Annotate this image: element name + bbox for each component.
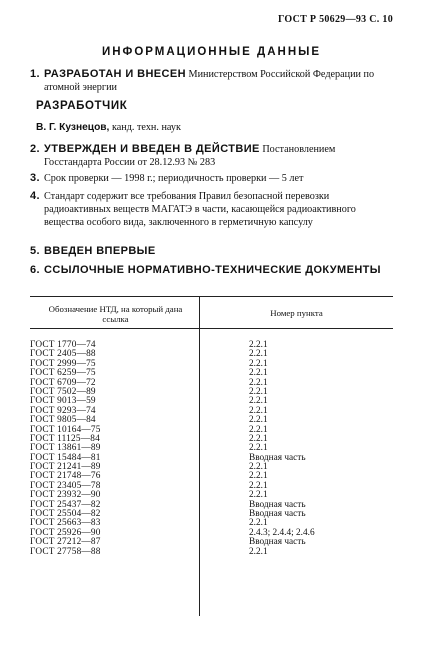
col2-header: Номер пункта [270, 308, 323, 318]
clause-number: Вводная часть [249, 452, 306, 463]
clause-number: 2.2.1 [249, 462, 268, 473]
clause-number: Вводная часть [249, 499, 306, 510]
clause-number: 2.2.1 [249, 396, 268, 407]
item-number: 4. [30, 190, 40, 202]
clause-number: 2.2.1 [249, 480, 268, 491]
developer-name: В. Г. Кузнецов, [36, 122, 110, 133]
item-heading: ВВЕДЕН ВПЕРВЫЕ [44, 245, 156, 257]
ntd-designation: ГОСТ 2999—75 [30, 358, 96, 369]
clause-number: 2.2.1 [249, 386, 268, 397]
table-top-rule [30, 296, 393, 297]
item-text: Стандарт содержит все требования Правил безопасной перевозки радиоактивных веществ МАГАТЭ в части, касающейся радиоактивного вещества особого вида, заключенного в герметичную капсулу [44, 191, 356, 228]
clause-number: Вводная часть [249, 509, 306, 520]
clause-number: 2.4.3; 2.4.4; 2.4.6 [249, 527, 315, 538]
clause-number: 2.2.1 [249, 518, 268, 529]
info-item-3 [30, 172, 395, 185]
ntd-designation: ГОСТ 25663—83 [30, 518, 101, 529]
table-body [30, 341, 393, 557]
developer-line [36, 122, 181, 133]
info-item-2 [30, 143, 395, 169]
clause-number: 2.2.1 [249, 377, 268, 388]
ntd-designation: ГОСТ 10164—75 [30, 424, 101, 435]
ntd-designation: ГОСТ 9293—74 [30, 405, 96, 416]
ntd-designation: ГОСТ 7502—89 [30, 386, 96, 397]
clause-number: 2.2.1 [249, 349, 268, 360]
table-header-rule [30, 328, 393, 329]
info-item-6 [30, 264, 395, 277]
clause-number: 2.2.1 [249, 415, 268, 426]
ntd-designation: ГОСТ 21748—76 [30, 471, 101, 482]
ntd-designation: ГОСТ 11125—84 [30, 433, 100, 444]
ntd-designation: ГОСТ 6709—72 [30, 377, 96, 388]
ntd-designation: ГОСТ 21241—89 [30, 462, 101, 473]
page-title: ИНФОРМАЦИОННЫЕ ДАННЫЕ [101, 46, 322, 58]
ntd-designation: ГОСТ 1770—74 [30, 340, 96, 350]
ntd-designation: ГОСТ 6259—75 [30, 368, 96, 379]
table-row [30, 548, 393, 557]
developer-degree: канд. техн. наук [109, 122, 181, 133]
ntd-designation: ГОСТ 25504—82 [30, 509, 101, 520]
page-header: ГОСТ Р 50629—93 С. 10 [277, 14, 393, 25]
clause-number: 2.2.1 [249, 433, 268, 444]
clause-number: 2.2.1 [249, 471, 268, 482]
ntd-designation: ГОСТ 27212—87 [30, 537, 101, 548]
item-heading: УТВЕРЖДЕН И ВВЕДЕН В ДЕЙСТВИЕ [44, 143, 260, 155]
item-number: 5. [30, 245, 40, 257]
info-item-4 [30, 190, 395, 229]
developer-label: РАЗРАБОТЧИК [36, 100, 128, 112]
ntd-designation: ГОСТ 25437—82 [30, 499, 101, 510]
info-item-1 [30, 68, 395, 94]
item-text: Министерством Российской Федерации по атомной энергии [44, 69, 375, 93]
ntd-designation: ГОСТ 23405—78 [30, 480, 101, 491]
clause-number: 2.2.1 [249, 368, 268, 379]
item-text: Срок проверки — 1998 г.; периодичность проверки — 5 лет [44, 173, 304, 184]
item-text: Постановлением Госстандарта России от 28.12.93 № 283 [44, 144, 336, 168]
item-heading: ССЫЛОЧНЫЕ НОРМАТИВНО-ТЕХНИЧЕСКИЕ ДОКУМЕНТЫ [44, 264, 381, 276]
ntd-designation: ГОСТ 15484—81 [30, 452, 101, 463]
ntd-designation: ГОСТ 27758—88 [30, 546, 101, 557]
clause-number: 2.2.1 [249, 443, 268, 454]
item-number: 1. [30, 68, 40, 80]
ntd-designation: ГОСТ 2405—88 [30, 349, 96, 360]
item-heading: РАЗРАБОТАН И ВНЕСЕН [44, 68, 186, 80]
clause-number: 2.2.1 [249, 340, 268, 350]
ntd-designation: ГОСТ 9013—59 [30, 396, 96, 407]
clause-number: 2.2.1 [249, 490, 268, 501]
clause-number: Вводная часть [249, 537, 306, 548]
item-number: 2. [30, 143, 40, 155]
ntd-designation: ГОСТ 23932—90 [30, 490, 101, 501]
clause-number: 2.2.1 [249, 405, 268, 416]
item-number: 6. [30, 264, 40, 276]
col1-header: Обозначение НТД, на который дана ссылка [48, 304, 183, 324]
info-item-5 [30, 245, 395, 258]
ntd-designation: ГОСТ 13861—89 [30, 443, 101, 454]
ntd-designation: ГОСТ 25926—90 [30, 527, 101, 538]
clause-number: 2.2.1 [249, 546, 268, 557]
clause-number: 2.2.1 [249, 424, 268, 435]
ntd-designation: ГОСТ 9805—84 [30, 415, 96, 426]
item-number: 3. [30, 172, 40, 184]
clause-number: 2.2.1 [249, 358, 268, 369]
